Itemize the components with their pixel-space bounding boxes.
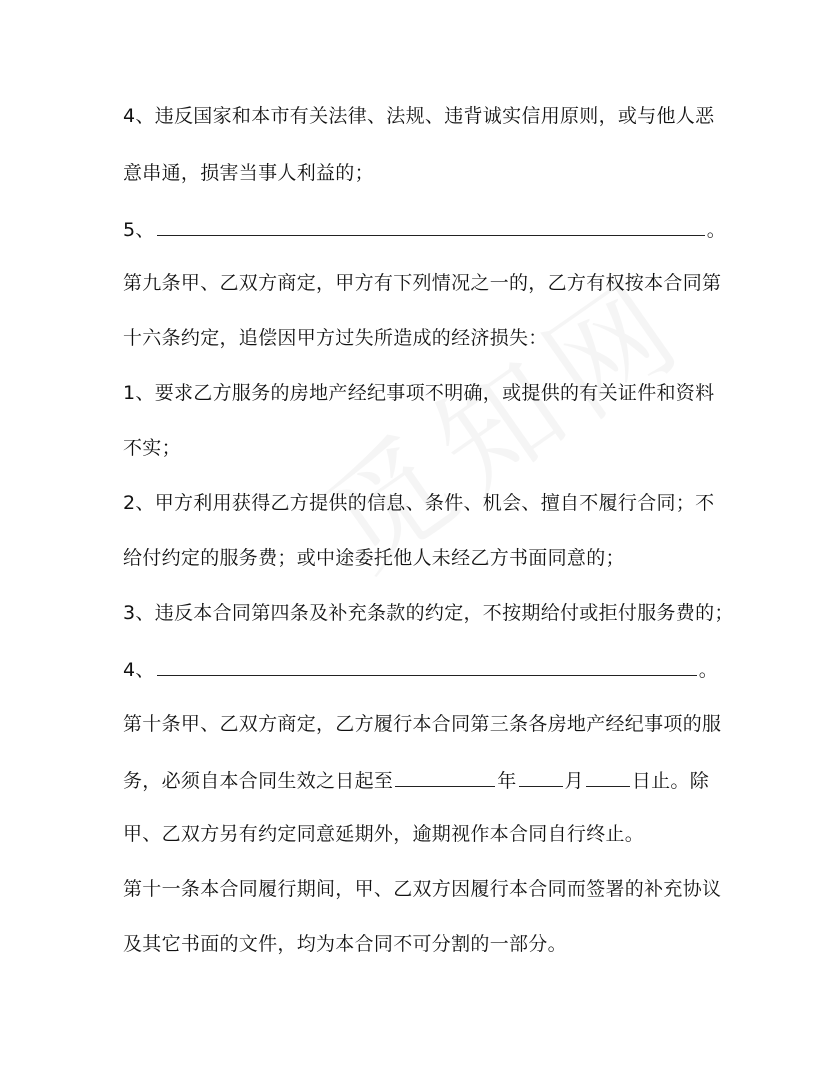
day-blank[interactable]: [586, 766, 630, 787]
fill-in-line: [123, 655, 718, 683]
text-line: 十六条约定，追偿因甲方过失所造成的经济损失：: [123, 327, 548, 349]
item-number: 5、: [123, 219, 155, 241]
text-line: 第十条甲、乙双方商定，乙方履行本合同第三条各房地产经纪事项的服: [123, 713, 722, 735]
text-segment: 务，必须自本合同生效之日起至: [123, 770, 394, 792]
text-line: 第九条甲、乙双方商定，甲方有下列情况之一的，乙方有权按本合同第: [123, 272, 722, 294]
blank-field[interactable]: [157, 655, 697, 676]
item-number: 4、: [123, 659, 155, 681]
month-label: 月: [564, 770, 584, 792]
text-line: 给付约定的服务费；或中途委托他人未经乙方书面同意的；: [123, 547, 625, 569]
text-line: 及其它书面的文件，均为本合同不可分割的一部分。: [123, 933, 567, 955]
date-fill-line: [123, 766, 709, 794]
text-line: 3、违反本合同第四条及补充条款的约定，不按期给付或拒付服务费的；: [123, 602, 734, 624]
year-blank[interactable]: [395, 766, 495, 787]
text-line: 4、违反国家和本市有关法律、法规、违背诚实信用原则，或与他人恶: [123, 105, 715, 127]
text-line: 甲、乙双方另有约定同意延期外，逾期视作本合同自行终止。: [123, 823, 645, 845]
text-line: 不实；: [123, 437, 181, 459]
fill-in-line: [123, 215, 726, 243]
line-end-mark: 。: [706, 219, 727, 241]
month-blank[interactable]: [519, 766, 563, 787]
year-label: 年: [497, 770, 517, 792]
text-line: 2、甲方利用获得乙方提供的信息、条件、机会、擅自不履行合同；不: [123, 492, 715, 514]
text-segment: 日止。除: [631, 770, 710, 792]
blank-field[interactable]: [157, 215, 705, 236]
text-line: 第十一条本合同履行期间，甲、乙双方因履行本合同而签署的补充协议: [123, 878, 722, 900]
line-end-mark: 。: [698, 659, 719, 681]
text-line: 意串通，损害当事人利益的；: [123, 162, 374, 184]
text-line: 1、要求乙方服务的房地产经纪事项不明确，或提供的有关证件和资料: [123, 382, 715, 404]
